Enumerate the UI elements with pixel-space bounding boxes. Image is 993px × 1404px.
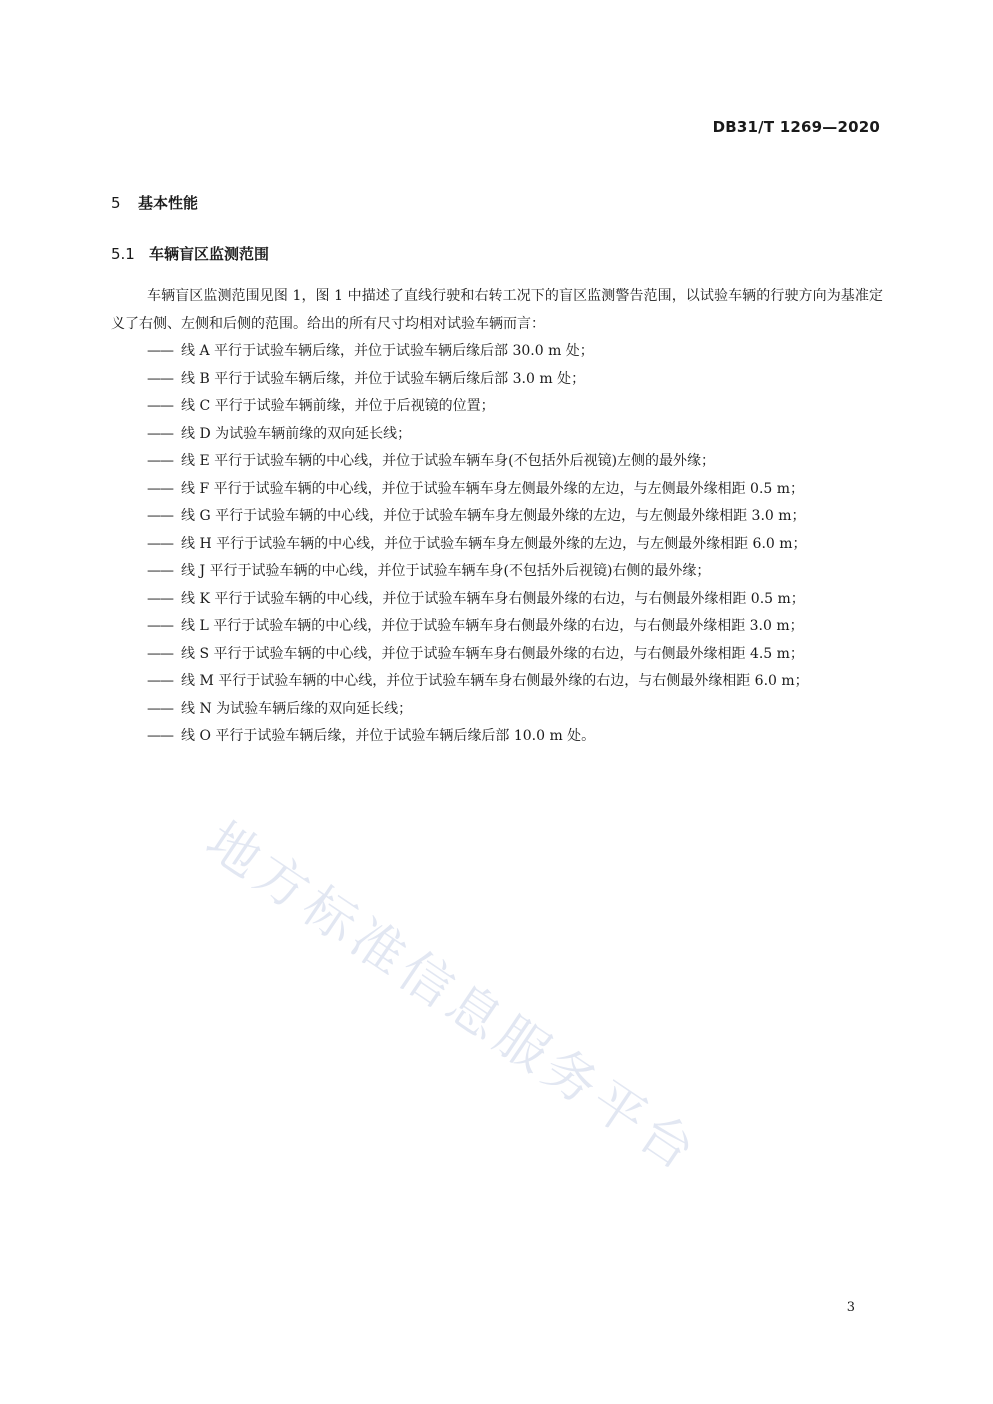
list-item [111, 338, 883, 366]
list-item-text: 线 M 平行于试验车辆的中心线，并位于试验车辆车身右侧最外缘的右边，与右侧最外缘相距 6.0 m； [181, 673, 809, 689]
list-item [111, 448, 883, 476]
dash-marker: —— [147, 563, 173, 579]
dash-marker: —— [147, 535, 173, 552]
list-item-text: 线 D 为试验车辆前缘的双向延长线； [181, 425, 412, 442]
dash-marker: —— [147, 673, 173, 689]
intro-paragraph: 车辆盲区监测范围见图 1，图 1 中描述了直线行驶和右转工况下的盲区监测警告范围，以试验车辆的行驶方向为基准定义了右侧、左侧和后侧的范围。给出的所有尺寸均相对试验车辆而言： [111, 288, 883, 332]
dash-marker: —— [147, 508, 173, 524]
list-item-text: 线 C 平行于试验车辆前缘，并位于后视镜的位置； [181, 398, 495, 414]
list-item-text: 线 N 为试验车辆后缘的双向延长线； [181, 700, 413, 717]
dash-marker: —— [147, 645, 173, 662]
dash-marker: —— [147, 618, 173, 634]
list-item [111, 366, 883, 394]
list-item-text: 线 A 平行于试验车辆后缘，并位于试验车辆后缘后部 30.0 m 处； [181, 343, 594, 359]
dash-marker: —— [147, 480, 173, 497]
list-item-text: 线 B 平行于试验车辆后缘，并位于试验车辆后缘后部 3.0 m 处； [181, 370, 586, 387]
list-item-text: 线 S 平行于试验车辆的中心线，并位于试验车辆车身右侧最外缘的右边，与右侧最外缘相距 4.5 m； [181, 645, 804, 662]
dash-marker: —— [147, 370, 173, 387]
list-item [111, 613, 883, 641]
section-heading [111, 192, 198, 213]
list-item-text: 线 K 平行于试验车辆的中心线，并位于试验车辆车身右侧最外缘的右边，与右侧最外缘相距 0.5 m； [181, 590, 805, 607]
dash-marker: —— [147, 700, 173, 717]
body-text [111, 283, 883, 751]
section-number: 5 [111, 194, 121, 212]
subsection-heading [111, 243, 269, 264]
list-item-text: 线 G 平行于试验车辆的中心线，并位于试验车辆车身左侧最外缘的左边，与左侧最外缘相距 3.0 m； [181, 508, 806, 524]
list-item [111, 531, 883, 559]
page-number: 3 [846, 1300, 855, 1315]
standard-code: DB31/T 1269—2020 [712, 118, 880, 136]
dash-marker: —— [147, 453, 173, 469]
list-item-text: 线 F 平行于试验车辆的中心线，并位于试验车辆车身左侧最外缘的左边，与左侧最外缘相距 0.5 m； [181, 480, 805, 497]
dash-marker: —— [147, 425, 173, 442]
dash-marker: —— [147, 398, 173, 414]
list-item [111, 723, 883, 751]
list-item-text: 线 O 平行于试验车辆后缘，并位于试验车辆后缘后部 10.0 m 处。 [181, 728, 596, 744]
list-item [111, 586, 883, 614]
list-item [111, 558, 883, 586]
list-item [111, 641, 883, 669]
list-item-text: 线 H 平行于试验车辆的中心线，并位于试验车辆车身左侧最外缘的左边，与左侧最外缘相距 6.0 m； [181, 535, 807, 552]
dash-marker: —— [147, 728, 173, 744]
list-item [111, 503, 883, 531]
list-item-text: 线 E 平行于试验车辆的中心线，并位于试验车辆车身(不包括外后视镜)左侧的最外缘； [181, 453, 716, 469]
list-item-text: 线 L 平行于试验车辆的中心线，并位于试验车辆车身右侧最外缘的右边，与右侧最外缘相距 3.0 m； [181, 618, 804, 634]
dash-marker: —— [147, 343, 173, 359]
list-item [111, 476, 883, 504]
list-item [111, 696, 883, 724]
line-definition-list [111, 338, 883, 751]
subsection-title: 车辆盲区监测范围 [149, 245, 270, 263]
list-item [111, 668, 883, 696]
list-item [111, 393, 883, 421]
list-item-text: 线 J 平行于试验车辆的中心线，并位于试验车辆车身(不包括外后视镜)右侧的最外缘； [181, 563, 711, 579]
section-title: 基本性能 [138, 194, 199, 212]
dash-marker: —— [147, 590, 173, 607]
subsection-number: 5.1 [111, 245, 135, 263]
watermark: 地方标准信息服务平台 [195, 810, 710, 1185]
list-item [111, 421, 883, 449]
